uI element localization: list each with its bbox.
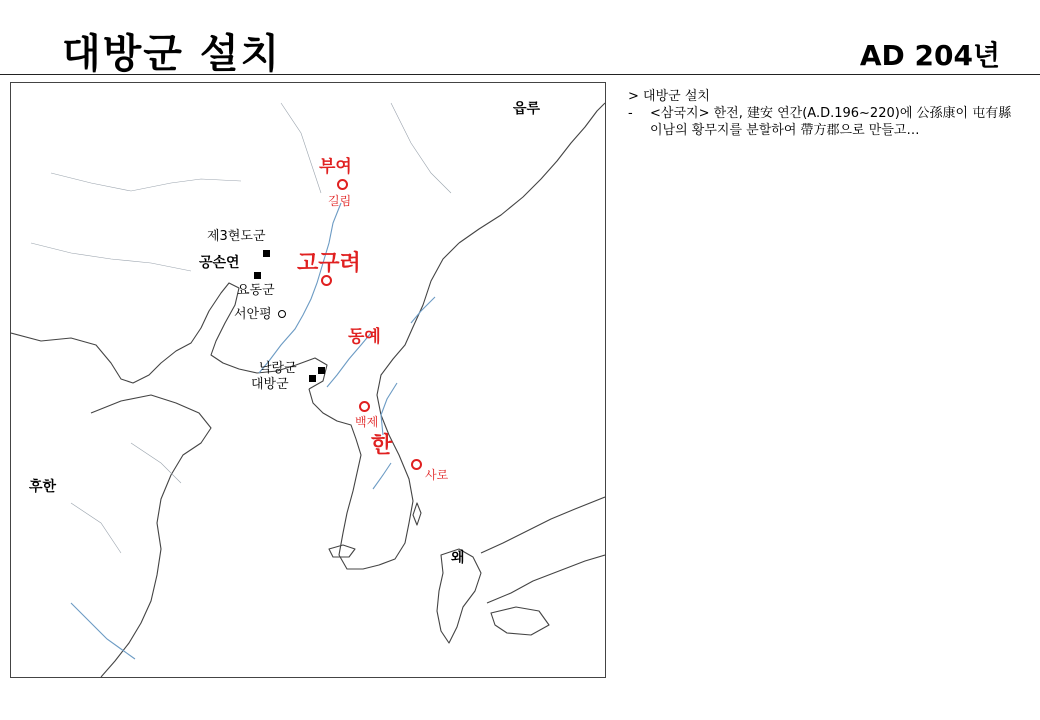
nakrang-marker bbox=[318, 367, 325, 374]
header-divider bbox=[0, 74, 1040, 75]
liaodong-label: 요동군 bbox=[237, 283, 275, 298]
han-label: 한 bbox=[371, 433, 393, 458]
notes-line-1 bbox=[628, 105, 1028, 122]
coastline bbox=[11, 103, 605, 677]
rivers bbox=[71, 203, 435, 659]
goguryeo-marker bbox=[321, 275, 332, 286]
gongsonyeon-label: 공손연 bbox=[199, 255, 240, 271]
saro-marker bbox=[411, 459, 422, 470]
notes-line-1-text: <삼국지> 한전, 建安 연간(A.D.196~220)에 公孫康이 屯有縣 bbox=[650, 106, 1012, 121]
hyeondo-label: 제3현도군 bbox=[207, 229, 266, 244]
buyeo-label: 부여 bbox=[319, 157, 352, 177]
liaodong-marker bbox=[254, 272, 261, 279]
dongye-label: 동예 bbox=[348, 327, 381, 347]
eulu-label: 읍루 bbox=[513, 101, 541, 117]
baekje-marker bbox=[359, 401, 370, 412]
buyeo-marker bbox=[337, 179, 348, 190]
terrain-lines bbox=[31, 103, 451, 553]
hu-han-label: 후한 bbox=[29, 479, 57, 495]
nakrang-label: 낙랑군 bbox=[259, 361, 297, 376]
notes-bullet: - bbox=[628, 106, 633, 121]
historical-map bbox=[10, 82, 606, 678]
page-title: 대방군 설치 bbox=[62, 31, 282, 77]
seoanpyeong-marker bbox=[278, 310, 286, 318]
map-base bbox=[11, 83, 605, 677]
notes-line-2: 이남의 황무지를 분할하여 帶方郡으로 만들고… bbox=[650, 123, 920, 138]
saro-label: 사로 bbox=[425, 468, 449, 482]
era-label: AD 204년 bbox=[859, 39, 1000, 72]
notes-panel bbox=[628, 88, 1028, 139]
goguryeo-label: 고구려 bbox=[297, 251, 361, 276]
gilrim-label: 길림 bbox=[328, 194, 352, 208]
baekje-label: 백제 bbox=[355, 415, 379, 429]
hyeondo-marker bbox=[263, 250, 270, 257]
seoanpyeong-label: 서안평 bbox=[234, 307, 272, 322]
daebang-marker bbox=[309, 375, 316, 382]
daebang-label: 대방군 bbox=[251, 377, 289, 392]
notes-heading: > 대방군 설치 bbox=[628, 89, 710, 104]
wae-label: 왜 bbox=[451, 550, 465, 566]
